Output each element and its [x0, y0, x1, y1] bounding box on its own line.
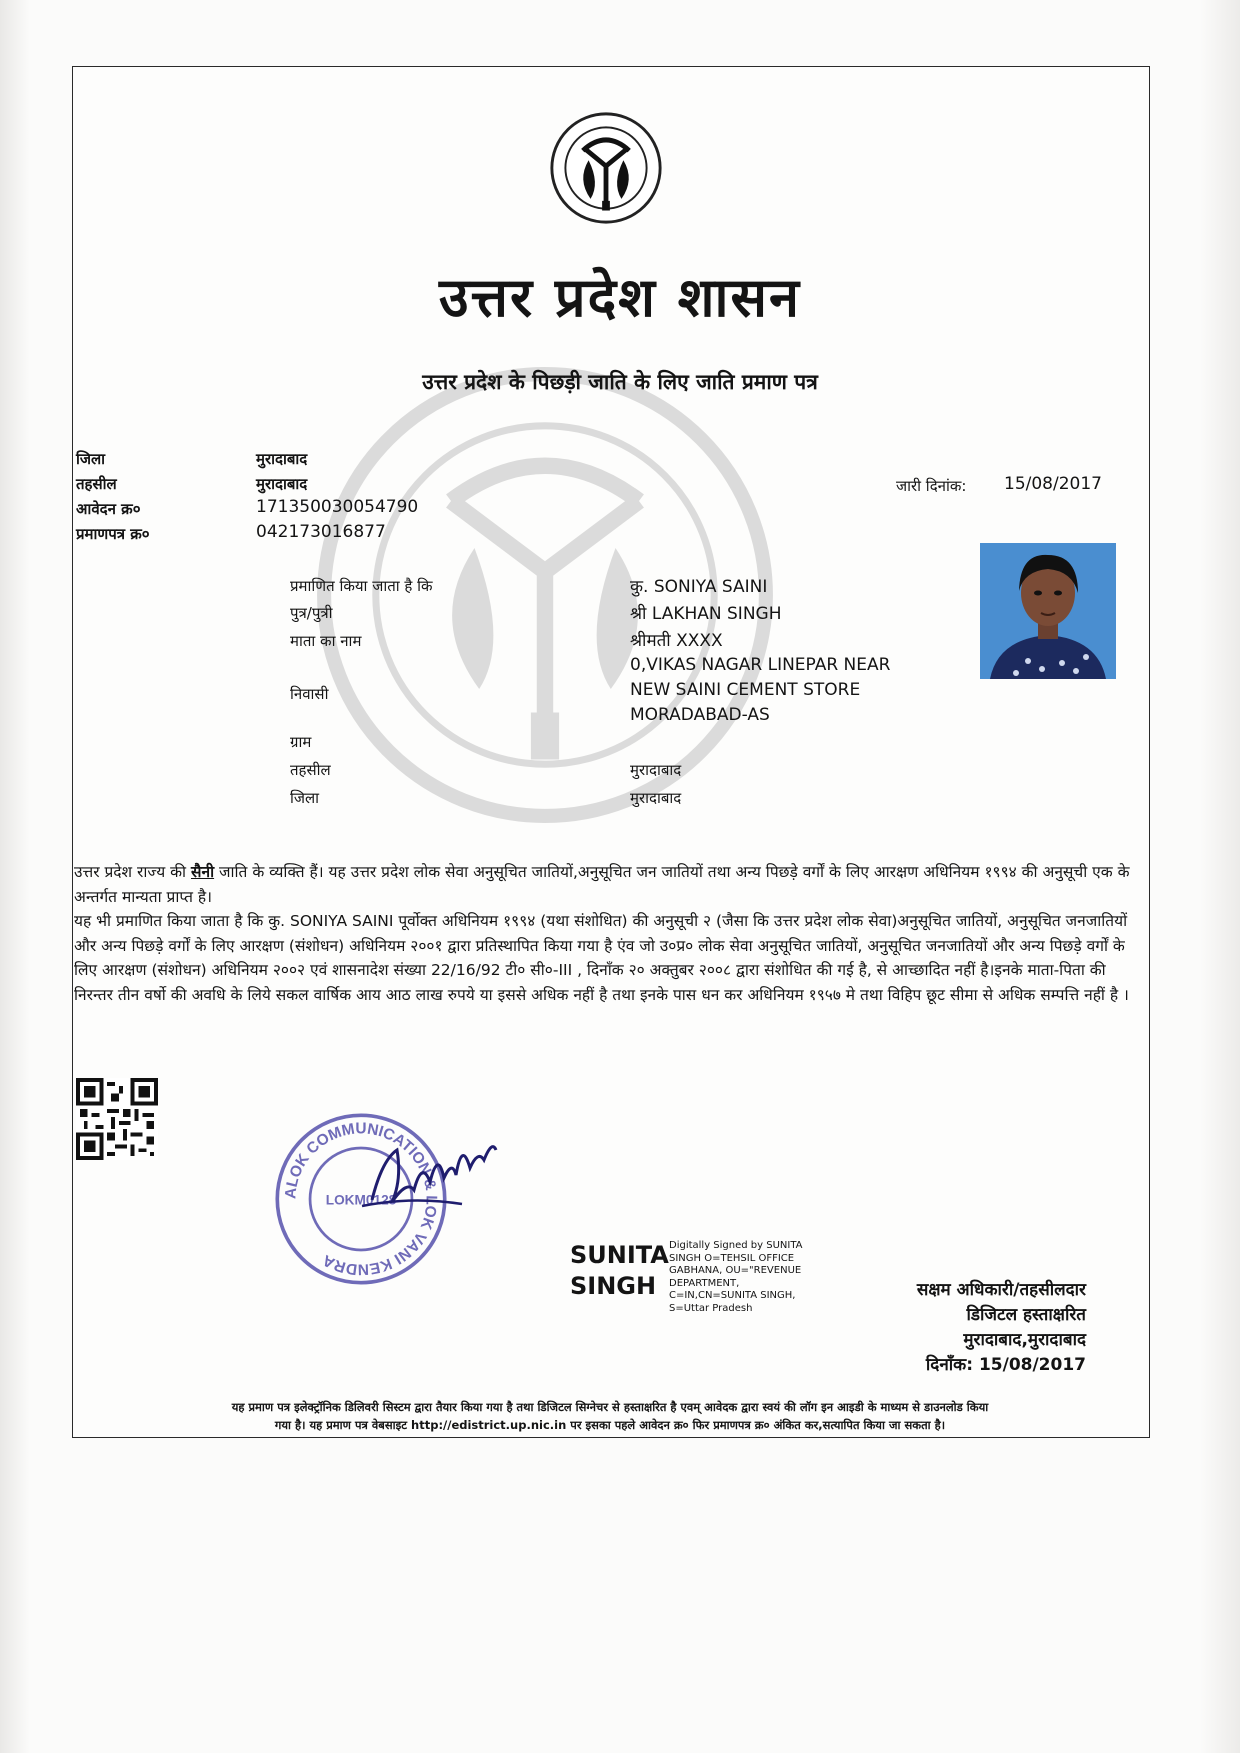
signer-name-line2: SINGH [570, 1272, 657, 1300]
parent-label: पुत्र/पुत्री [290, 604, 333, 622]
mother-value: श्रीमती XXXX [630, 631, 723, 651]
signer-name-line1: SUNITA [570, 1241, 669, 1269]
digital-sig-line3: GABHANA, OU="REVENUE [669, 1265, 802, 1276]
up-govt-emblem-icon [548, 110, 664, 226]
officer-date-value: 15/08/2017 [978, 1355, 1086, 1375]
digital-sig-line4: DEPARTMENT, [669, 1277, 740, 1289]
body-paragraph-2: यह भी प्रमाणित किया जाता है कि कु. SONIYA SAINI पूर्वोक्त अधिनियम १९९४ (यथा संशोधित) की अनुसूची २ (जैसा कि उत्तर प्रदेश लोक सेवा)अनुसूचित जातियों, अनुसूचित जनजातियों और अन्य पिछड़े वर्गों के लिए आरक्षण (संशोधन) अधिनियम २००१ द्वारा प्रतिस्थापित किया गया है एंव जो उ०प्र० लोक सेवा अनुसूचित जातियों, अनुसूचित जनजातियों और अन्य पिछड़े वर्गों के लिए आरक्षण (संशोधन) अधिनियम २००२ एवं शासनादेश संख्या 22/16/92 टी० सी०-III , दिनाँक २० अक्तुबर २००८ द्वारा संशोधित की गई है, से आच्छादित नहीं है।इनके माता-पिता की निरन्तर तीन वर्षो की अवधि के लिये सकल वार्षिक आय आठ लाख रुपये या इससे अधिक नहीं है तथा इनके पास धन कर अधिनियम १९५७ मे तथा विहिप छूट सीमा से अधिक सम्पत्ति नहीं है । [74, 912, 1129, 1004]
issuing-officer-block [860, 1278, 1086, 1378]
body-paragraph-1 [74, 860, 1144, 909]
tehsil-value: मुरादाबाद [256, 475, 308, 493]
caste-name: सैनी [190, 863, 215, 881]
tehsil-label: तहसील [76, 475, 117, 493]
application-number-value: 171350030054790 [256, 497, 419, 517]
officer-location: मुरादाबाद,मुरादाबाद [963, 1330, 1086, 1350]
resident-label: निवासी [290, 685, 329, 703]
digital-sig-line6: S=Uttar Pradesh [669, 1302, 753, 1314]
certified-label: प्रमाणित किया जाता है कि [290, 577, 433, 595]
page-title: उत्तर प्रदेश शासन [439, 266, 801, 329]
district-label: जिला [76, 450, 106, 468]
certificate-number-label: प्रमाणपत्र क्र० [76, 525, 150, 543]
certificate-body [74, 860, 1144, 1007]
stamp-ring-text: ALOK COMMUNICATION & LOK VANI KENDRA [282, 1120, 440, 1278]
parent-value: श्री LAKHAN SINGH [630, 604, 782, 624]
qr-code-icon [76, 1078, 158, 1160]
officer-date-label: दिनाँक: [925, 1355, 974, 1375]
village-label: ग्राम [290, 733, 312, 751]
footer-line1: यह प्रमाण पत्र इलेक्ट्रॉनिक डिलिवरी सिस्टम द्वारा तैयार किया गया है तथा डिजिटल सिग्नेचर से हस्ताक्षरित है एवम् आवेदक द्वारा स्वयं की लॉग इन आइडी के माध्यम से डाउनलोड किया [231, 1400, 989, 1414]
stamp-center-text: LOKM0128 [325, 1192, 397, 1208]
address-line1: 0,VIKAS NAGAR LINEPAR NEAR [630, 655, 891, 675]
detail-tehsil-label: तहसील [290, 761, 331, 779]
application-number-label: आवेदन क्र० [76, 500, 141, 518]
signer-name [570, 1240, 669, 1302]
officer-date [860, 1353, 1086, 1378]
certified-name-value: कु. SONIYA SAINI [630, 577, 768, 597]
detail-district-value: मुरादाबाद [630, 789, 682, 807]
mother-label: माता का नाम [290, 632, 362, 650]
address-line3: MORADABAD-AS [630, 705, 770, 725]
digital-sig-line5: C=IN,CN=SUNITA SINGH, [669, 1290, 796, 1301]
footer-line2: गया है। यह प्रमाण पत्र वेबसाइट http://edistrict.up.nic.in पर इसका पहले आवेदन क्र० फिर प्रमाणपत्र क्र० अंकित कर,सत्यापित किया जा सकता है। [274, 1418, 946, 1432]
body-p1-end: जाति के व्यक्ति हैं। यह उत्तर प्रदेश लोक सेवा अनुसूचित जातियों,अनुसूचित जन जातियों तथा अन्य पिछड़े वर्गों के लिए आरक्षण अधिनियम १९९४ की अनुसूची एक के अन्तर्गत मान्यता प्राप्त है। [74, 863, 1130, 906]
digital-signature-details [669, 1240, 819, 1315]
district-value: मुरादाबाद [256, 450, 308, 468]
detail-district-label: जिला [290, 789, 320, 807]
detail-tehsil-value: मुरादाबाद [630, 761, 682, 779]
body-p1-start: उत्तर प्रदेश राज्य की [74, 863, 191, 881]
handwritten-signature [352, 1120, 502, 1220]
certificate-footer [76, 1398, 1144, 1434]
issue-date-label: जारी दिनांक: [896, 477, 967, 495]
digital-sig-line1: Digitally Signed by SUNITA [669, 1240, 803, 1251]
digital-sig-line2: SINGH O=TEHSIL OFFICE [669, 1252, 795, 1264]
officer-title: सक्षम अधिकारी/तहसीलदार [916, 1280, 1086, 1300]
certificate-subtitle: उत्तर प्रदेश के पिछड़ी जाति के लिए जाति प्रमाण पत्र [422, 370, 818, 394]
applicant-photo [980, 543, 1116, 679]
officer-digital-signed: डिजिटल हस्ताक्षरित [966, 1305, 1086, 1325]
address-line2: NEW SAINI CEMENT STORE [630, 680, 861, 700]
certificate-number-value: 042173016877 [256, 522, 386, 542]
issue-date-value: 15/08/2017 [1004, 474, 1102, 494]
